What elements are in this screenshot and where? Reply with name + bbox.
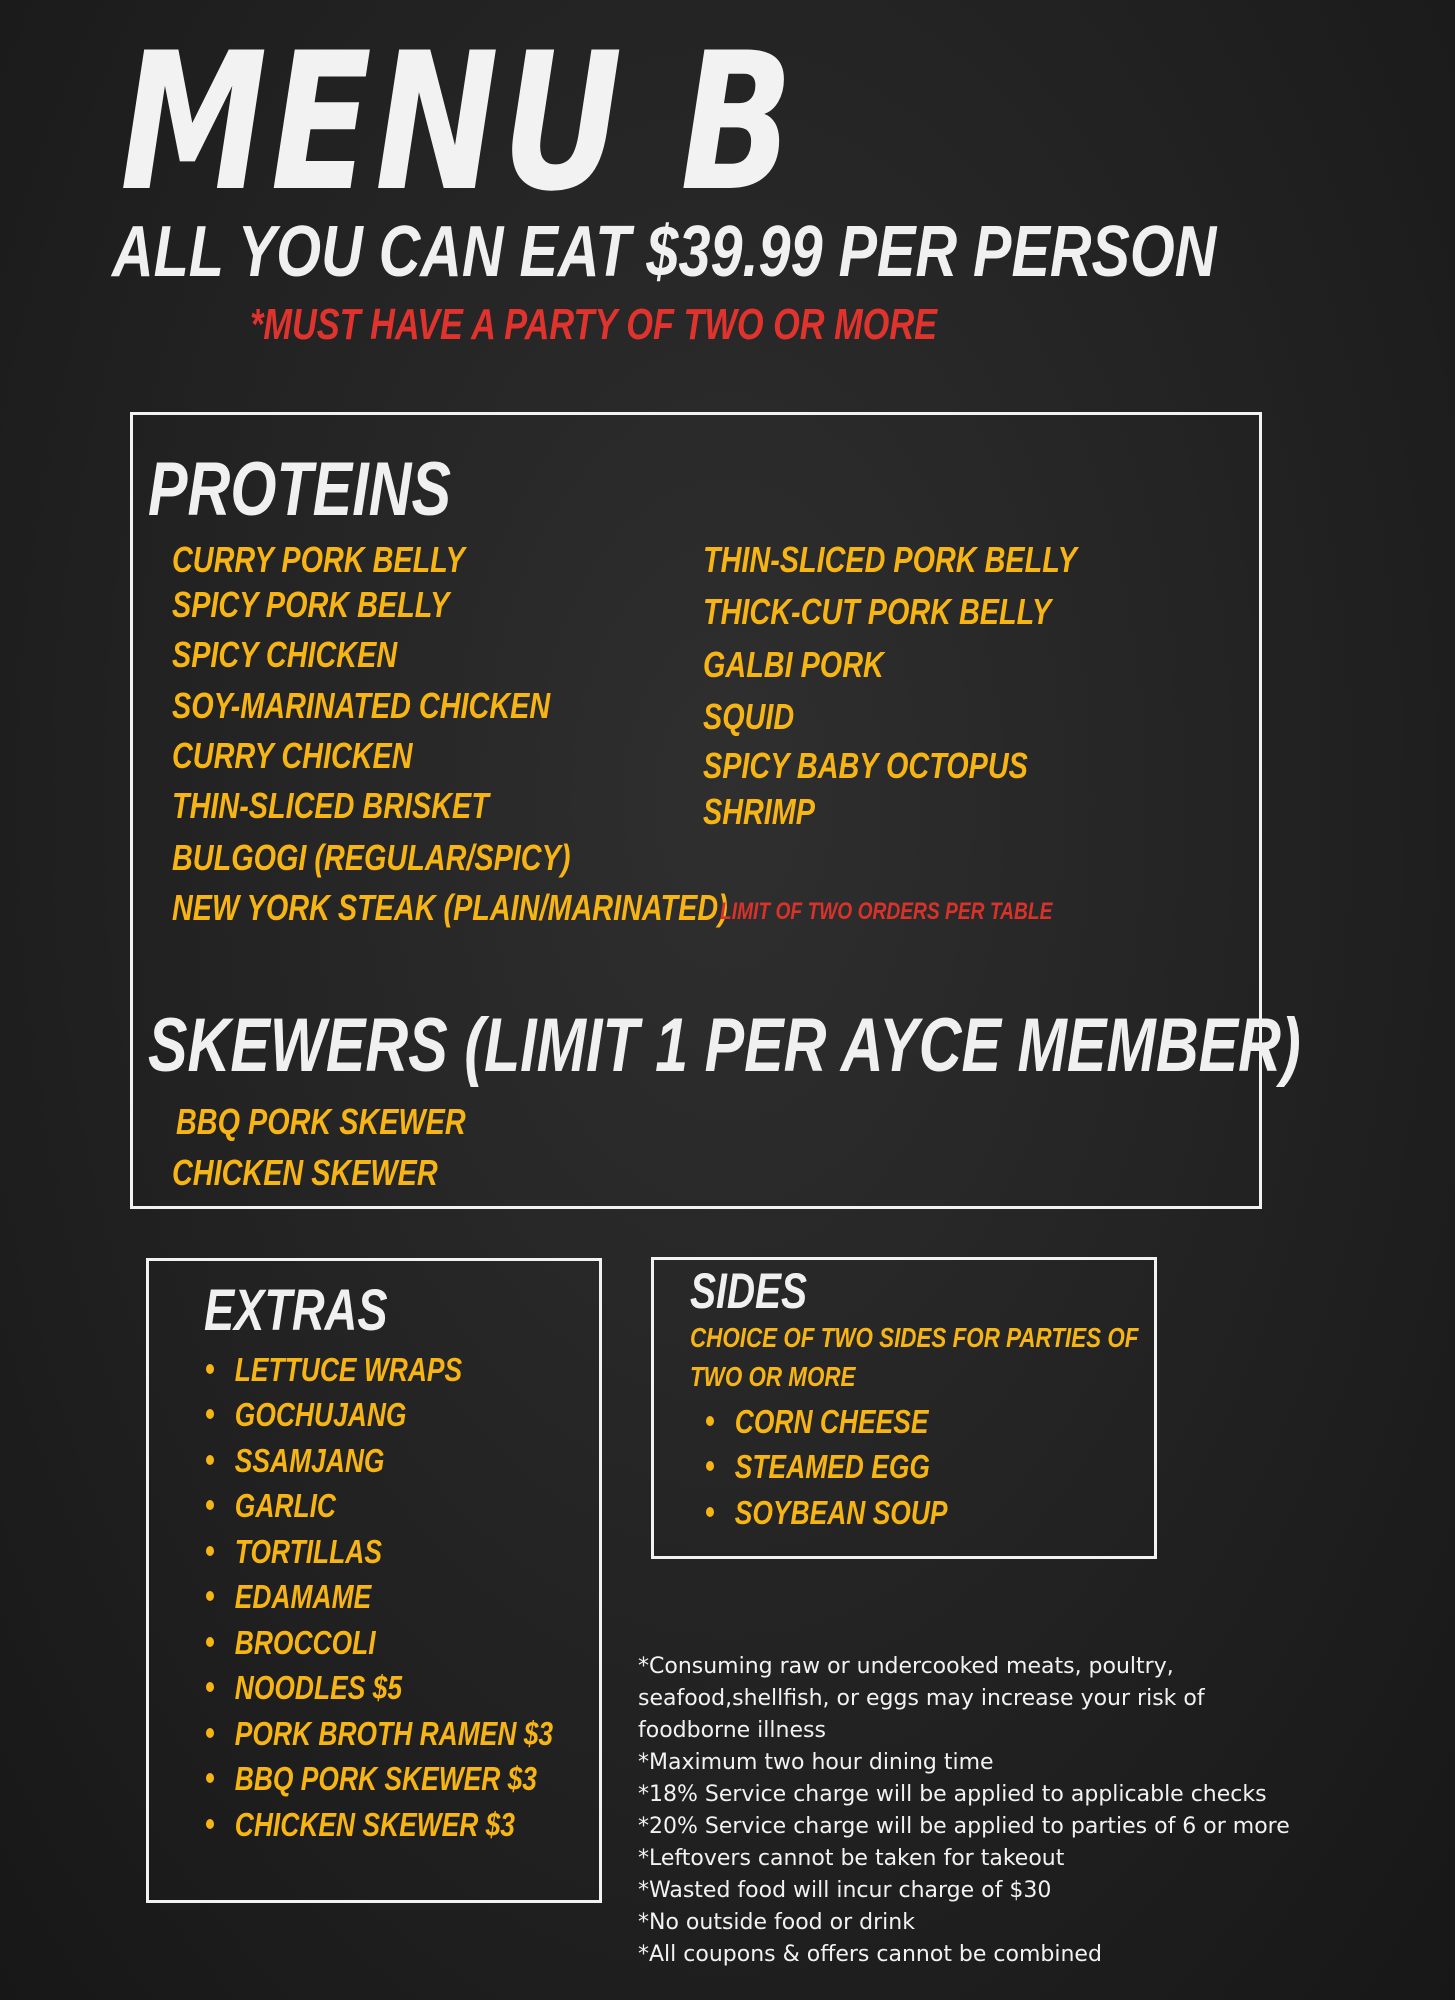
bullet-icon: [706, 1416, 714, 1426]
fine-print-line: *No outside food or drink: [638, 1910, 915, 1935]
bullet-icon: [206, 1682, 214, 1692]
list-item: THIN-SLICED PORK BELLY: [703, 539, 1077, 580]
bullet-icon: [206, 1455, 214, 1465]
list-item: THIN-SLICED BRISKET: [172, 785, 489, 826]
bullet-icon: [206, 1773, 214, 1783]
list-item: SQUID: [703, 696, 795, 737]
fine-print-line: *Consuming raw or undercooked meats, poultry,: [638, 1654, 1174, 1679]
menu-title: MENU B: [120, 12, 797, 233]
list-item: SPICY BABY OCTOPUS: [703, 745, 1028, 786]
sides-heading: SIDES: [690, 1263, 808, 1319]
list-item: EDAMAME: [206, 1577, 371, 1617]
proteins-heading: PROTEINS: [148, 447, 452, 532]
list-item: NEW YORK STEAK (PLAIN/MARINATED): [172, 887, 728, 928]
list-item: SSAMJANG: [206, 1441, 384, 1481]
steak-limit-note: LIMIT OF TWO ORDERS PER TABLE: [720, 898, 1053, 925]
bullet-icon: [706, 1461, 714, 1471]
bullet-icon: [206, 1364, 214, 1374]
list-item: SOY-MARINATED CHICKEN: [172, 685, 551, 726]
fine-print-line: *20% Service charge will be applied to parties of 6 or more: [638, 1814, 1290, 1839]
list-item: BBQ PORK SKEWER: [176, 1101, 466, 1142]
list-item: CHICKEN SKEWER: [172, 1152, 438, 1193]
party-requirement-note: *MUST HAVE A PARTY OF TWO OR MORE: [250, 300, 938, 349]
list-item: CORN CHEESE: [706, 1402, 928, 1442]
bullet-icon: [206, 1409, 214, 1419]
list-item: STEAMED EGG: [706, 1447, 930, 1487]
bullet-icon: [206, 1819, 214, 1829]
bullet-icon: [706, 1507, 714, 1517]
list-item: CHICKEN SKEWER $3: [206, 1805, 515, 1845]
list-item: SHRIMP: [703, 791, 816, 832]
list-item: GARLIC: [206, 1486, 336, 1526]
list-item: PORK BROTH RAMEN $3: [206, 1714, 553, 1754]
sides-note: CHOICE OF TWO SIDES FOR PARTIES OF: [690, 1322, 1139, 1353]
list-item: SPICY CHICKEN: [172, 634, 398, 675]
list-item: THICK-CUT PORK BELLY: [703, 591, 1052, 632]
sides-note: TWO OR MORE: [690, 1361, 856, 1392]
list-item: BULGOGI (REGULAR/SPICY): [172, 837, 571, 878]
list-item: CURRY CHICKEN: [172, 735, 413, 776]
fine-print-line: *Wasted food will incur charge of $30: [638, 1878, 1052, 1903]
bullet-icon: [206, 1728, 214, 1738]
price-subtitle: ALL YOU CAN EAT $39.99 PER PERSON: [112, 212, 1217, 292]
list-item: NOODLES $5: [206, 1668, 402, 1708]
bullet-icon: [206, 1500, 214, 1510]
list-item: SPICY PORK BELLY: [172, 584, 450, 625]
list-item: BROCCOLI: [206, 1623, 376, 1663]
list-item: CURRY PORK BELLY: [172, 539, 465, 580]
list-item: SOYBEAN SOUP: [706, 1493, 948, 1533]
fine-print-line: *Leftovers cannot be taken for takeout: [638, 1846, 1065, 1871]
skewers-heading: SKEWERS (LIMIT 1 PER AYCE MEMBER): [148, 1003, 1301, 1088]
fine-print-line: *All coupons & offers cannot be combined: [638, 1942, 1102, 1967]
list-item: TORTILLAS: [206, 1532, 382, 1572]
bullet-icon: [206, 1546, 214, 1556]
bullet-icon: [206, 1591, 214, 1601]
fine-print-line: seafood,shellfish, or eggs may increase your risk of: [638, 1686, 1205, 1711]
bullet-icon: [206, 1637, 214, 1647]
list-item: LETTUCE WRAPS: [206, 1350, 462, 1390]
extras-heading: EXTRAS: [204, 1278, 388, 1343]
fine-print-line: foodborne illness: [638, 1718, 826, 1743]
fine-print-line: *18% Service charge will be applied to applicable checks: [638, 1782, 1267, 1807]
fine-print-line: *Maximum two hour dining time: [638, 1750, 994, 1775]
list-item: GOCHUJANG: [206, 1395, 406, 1435]
list-item: GALBI PORK: [703, 644, 884, 685]
list-item: BBQ PORK SKEWER $3: [206, 1759, 537, 1799]
